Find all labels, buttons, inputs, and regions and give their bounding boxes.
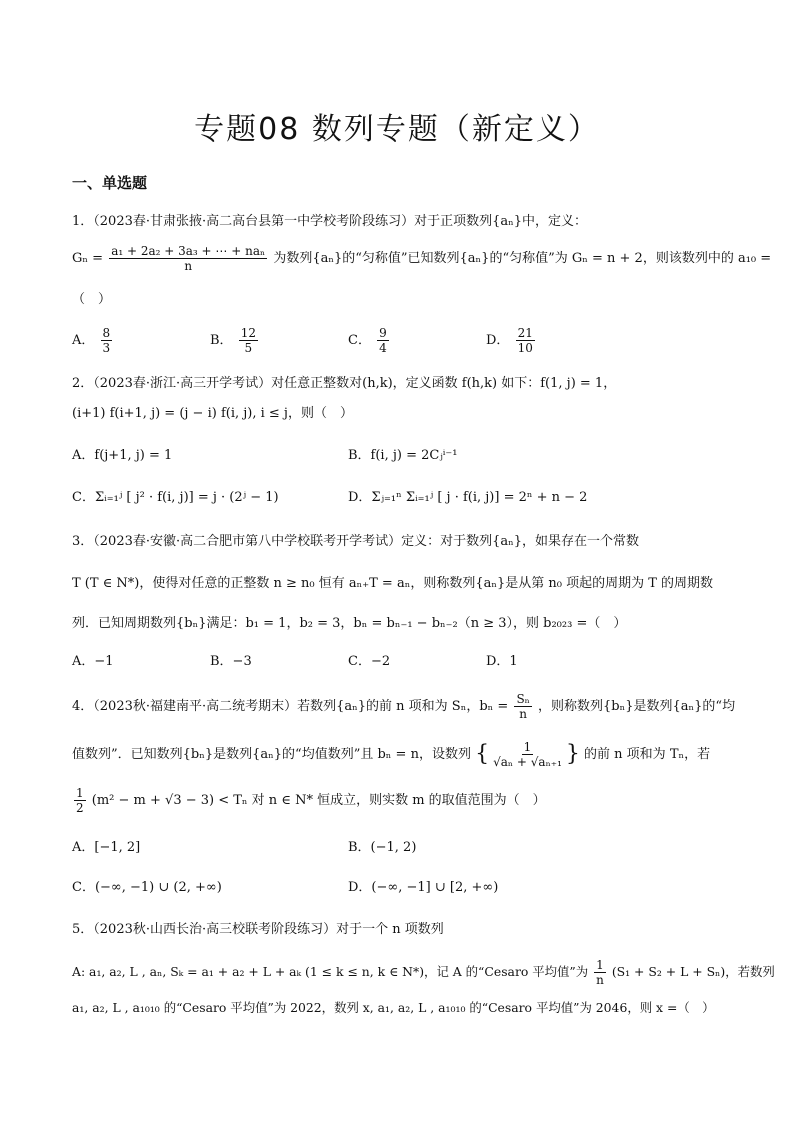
q4-half-den: 2 — [76, 801, 84, 815]
q3-option-c[interactable]: C．−2 — [348, 654, 391, 669]
q1-option-a[interactable] — [72, 326, 114, 355]
q5-line-2-a: A: a₁, a₂, L , aₙ, Sₖ = a₁ + a₂ + L + aₖ (1 ≤ k ≤ n, k ∈ N*)，记 A 的“Cesaro 平均值”为 — [72, 964, 589, 979]
q1-fraction-den: n — [184, 259, 193, 273]
q1-option-c[interactable] — [348, 326, 391, 355]
q4-bn-fraction — [514, 692, 531, 721]
q4-seq-fraction — [491, 740, 564, 769]
q1-line-3: （ ） — [72, 292, 112, 307]
q1-option-a-den: 3 — [102, 341, 111, 355]
q5-line-2 — [72, 958, 775, 987]
q4-option-a[interactable]: A．[−1, 2] — [72, 840, 141, 855]
q5-cesaro-fraction — [594, 958, 606, 987]
q1-option-b-num: 12 — [240, 326, 256, 340]
q1-line-1: 1．（2023春·甘肃张掖·高二高台县第一中学校考阶段练习）对于正项数列{aₙ}中，定义： — [72, 214, 588, 229]
q5-line-1: 5．（2023秋·山西长治·高三校联考阶段练习）对于一个 n 项数列 — [72, 922, 444, 937]
q2-line-2: (i+1) f(i+1, j) = (j − i) f(i, j), i ≤ j，则（ ） — [72, 406, 353, 421]
q5-line-2-b: (S₁ + S₂ + L + Sₙ)，若数列 — [611, 964, 775, 979]
q1-option-b[interactable] — [210, 326, 260, 355]
q1-option-b-frac — [239, 326, 258, 355]
section-heading: 一、单选题 — [72, 174, 148, 192]
q1-option-c-frac — [377, 326, 389, 355]
q1-g-lhs: Gₙ = — [72, 251, 104, 266]
q1-fraction — [109, 244, 267, 273]
q1-option-b-label: B． — [210, 333, 233, 348]
q3-line-2: T (T ∈ N*)，使得对任意的正整数 n ≥ n₀ 恒有 aₙ₊T = aₙ，则称数列{aₙ}是从第 n₀ 项起的周期为 T 的周期数 — [72, 576, 714, 591]
q4-line-3-rest: (m² − m + √3 − 3) < Tₙ 对 n ∈ N* 恒成立，则实数 m 的取值范围为（ ） — [91, 793, 546, 808]
q4-option-d[interactable]: D．(−∞, −1] ∪ [2, +∞) — [348, 880, 499, 895]
q4-line-2: 值数列”．已知数列{bₙ}是数列{aₙ}的“均值数列”且 bₙ = n，设数列 { $\frac{1}{\text{√aₙ + √aₙ₊₁}}$ } 的前 n 项和为 Tₙ，若 — [72, 740, 711, 769]
q3-line-3: 列．已知周期数列{bₙ}满足：b₁ = 1，b₂ = 3，bₙ = bₙ₋₁ − bₙ₋₂（n ≥ 3），则 b₂₀₂₃ =（ ） — [72, 616, 627, 631]
page-title: 专题08 数列专题（新定义） — [194, 112, 600, 147]
q1-line-2-rest: 为数列{aₙ}的“匀称值”已知数列{aₙ}的“匀称值”为 Gₙ = n + 2，则该数列中的 a₁₀ = — [273, 251, 772, 266]
q1-option-a-label: A． — [72, 333, 95, 348]
q3-option-a[interactable]: A．−1 — [72, 654, 114, 669]
q1-fraction-num: a₁ + 2a₂ + 3a₃ + ⋯ + naₙ — [111, 244, 266, 258]
q2-option-b[interactable]: B．f(i, j) = 2Cⱼⁱ⁻¹ — [348, 448, 458, 463]
q4-line-1 — [72, 692, 735, 721]
q5-line-3: a₁, a₂, L , a₁₀₁₀ 的“Cesaro 平均值”为 2022，数列 x, a₁, a₂, L , a₁₀₁₀ 的“Cesaro 平均值”为 2046，则 x =（ ） — [72, 1000, 715, 1015]
q2-option-a[interactable]: A．f(j+1, j) = 1 — [72, 448, 173, 463]
q1-option-c-den: 4 — [379, 341, 387, 355]
q1-option-d-label: D． — [486, 333, 510, 348]
q1-option-a-num: 8 — [102, 326, 111, 340]
q4-seq-den: √aₙ + √aₙ₊₁ — [493, 755, 562, 769]
q5-cesaro-num: 1 — [596, 958, 604, 972]
q1-option-c-label: C． — [348, 333, 371, 348]
q3-line-1: 3．（2023春·安徽·高二合肥市第八中学校联考开学考试）定义：对于数列{aₙ}，如果存在一个常数 — [72, 534, 640, 549]
q1-option-d[interactable] — [486, 326, 537, 355]
q1-option-c-num: 9 — [379, 326, 387, 340]
q3-option-b[interactable]: B．−3 — [210, 654, 252, 669]
q4-line-2-a: 值数列”．已知数列{bₙ}是数列{aₙ}的“均值数列”且 bₙ = n，设数列 — [72, 747, 471, 762]
q4-half-fraction — [74, 786, 86, 815]
q4-seq-num: 1 — [523, 740, 532, 754]
q4-option-b[interactable]: B．(−1, 2) — [348, 840, 417, 855]
q4-bn-num: Sₙ — [516, 692, 530, 706]
q1-line-2 — [72, 244, 771, 273]
q1-option-b-den: 5 — [244, 341, 253, 355]
q2-option-c[interactable]: C．Σᵢ₌₁ʲ [ j² · f(i, j)] = j · (2ʲ − 1) — [72, 490, 279, 505]
q4-line-1-b: ，则称数列{bₙ}是数列{aₙ}的“均 — [538, 699, 736, 714]
q4-line-1-a: 4．（2023秋·福建南平·高二统考期末）若数列{aₙ}的前 n 项和为 Sₙ，bₙ = — [72, 699, 509, 714]
q1-option-a-frac — [101, 326, 113, 355]
q4-line-3 — [72, 786, 546, 815]
q4-line-2-b: 的前 n 项和为 Tₙ，若 — [584, 747, 711, 762]
q4-bn-den: n — [519, 707, 528, 721]
q5-cesaro-den: n — [596, 973, 604, 987]
q2-line-1: 2．（2023春·浙江·高三开学考试）对任意正整数对(h,k)，定义函数 f(h,k) 如下：f(1, j) = 1， — [72, 376, 617, 391]
q1-option-d-den: 10 — [517, 341, 533, 355]
q4-half-num: 1 — [76, 786, 84, 800]
q2-option-d[interactable]: D．Σⱼ₌₁ⁿ Σᵢ₌₁ʲ [ j · f(i, j)] = 2ⁿ + n − 2 — [348, 490, 588, 505]
q3-option-d[interactable]: D．1 — [486, 654, 518, 669]
q1-option-d-num: 21 — [517, 326, 533, 340]
q1-option-d-frac — [516, 326, 535, 355]
q4-option-c[interactable]: C．(−∞, −1) ∪ (2, +∞) — [72, 880, 222, 895]
